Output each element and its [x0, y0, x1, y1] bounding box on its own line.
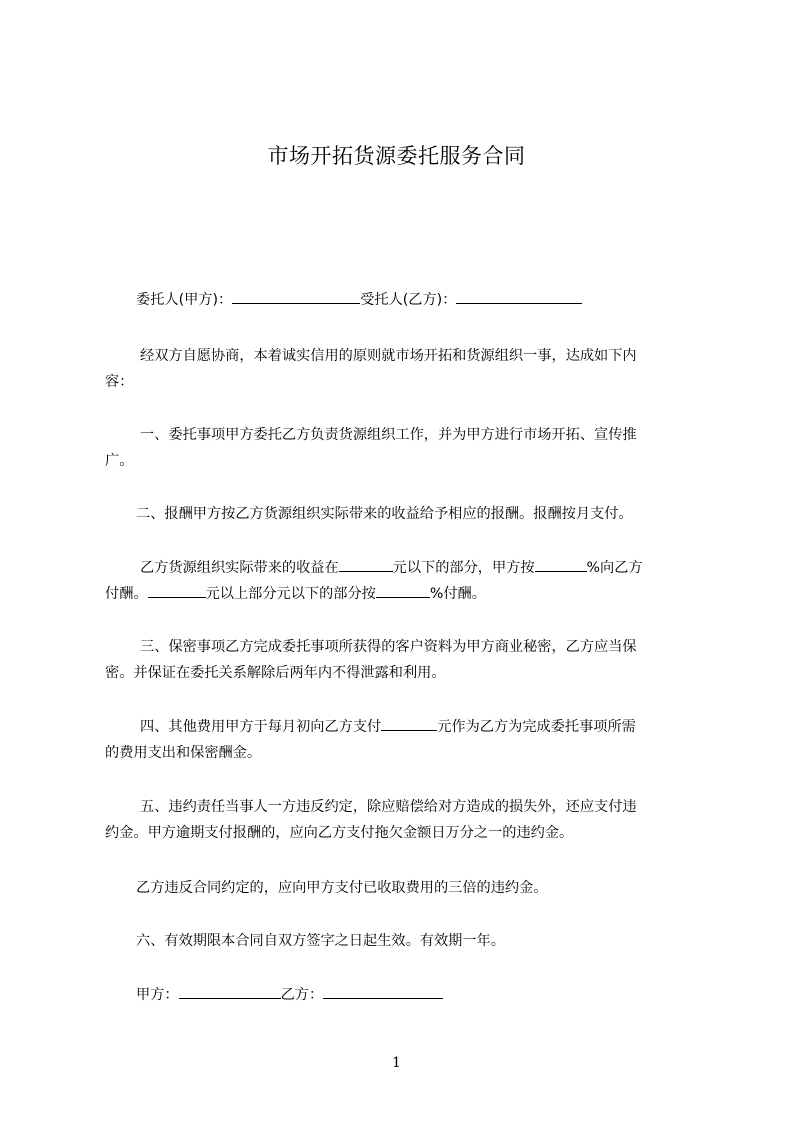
- party-b-blank[interactable]: [456, 289, 582, 304]
- party-a-blank[interactable]: [232, 289, 360, 304]
- clause-2b-part-4: 付酬。: [105, 586, 148, 602]
- clause-5b-paragraph: [105, 875, 703, 901]
- clause-6-paragraph: [105, 928, 703, 954]
- clause-3-line-1: 三、保密事项乙方完成委托事项所获得的客户资料为甲方商业秘密，乙方应当保: [140, 639, 637, 655]
- signature-party-a-label: 甲方：: [136, 987, 179, 1003]
- signature-party-a-blank[interactable]: [179, 984, 281, 999]
- clause-4-line-2: 的费用支出和保密酬金。: [105, 745, 262, 761]
- clause-2b-part-2: 元以下的部分，甲方按: [392, 560, 535, 576]
- signature-line: [136, 982, 734, 1008]
- preamble-line-1: 经双方自愿协商，本着诚实信用的原则就市场开拓和货源组织一事，达成如下内: [140, 348, 637, 364]
- rate-1-blank[interactable]: [535, 557, 587, 572]
- clause-3-line-2: 密。并保证在委托关系解除后两年内不得泄露和利用。: [105, 665, 446, 681]
- signature-party-b-label: 乙方：: [280, 987, 324, 1003]
- clause-2-paragraph: [105, 501, 703, 527]
- clause-2b-part-1: 乙方货源组织实际带来的收益在: [140, 560, 339, 576]
- clause-4-part-2: 元作为乙方为完成委托事项所需: [437, 719, 636, 735]
- income-range-blank[interactable]: [148, 583, 206, 598]
- signature-party-b-blank[interactable]: [323, 984, 443, 999]
- rate-2-blank[interactable]: [376, 583, 430, 598]
- clause-2b-part-6: %付酬。: [429, 586, 486, 602]
- party-b-label: 受托人(乙方)：: [360, 292, 457, 308]
- clause-2b-part-5: 元以上部分元以下的部分按: [205, 586, 376, 602]
- parties-line: [136, 287, 734, 313]
- clause-5-paragraph: [105, 794, 703, 846]
- preamble-line-2: 容：: [105, 374, 134, 390]
- clause-1-line-1: 一、委托事项甲方委托乙方负责货源组织工作，并为甲方进行市场开拓、宣传推: [140, 427, 637, 443]
- clause-2b-paragraph: [105, 555, 703, 607]
- clause-5-line-1: 五、违约责任当事人一方违反约定，除应赔偿给对方造成的损失外，还应支付违: [140, 799, 637, 815]
- clause-6-text: 六、有效期限本合同自双方签字之日起生效。有效期一年。: [136, 933, 505, 949]
- clause-5b-text: 乙方违反合同约定的，应向甲方支付已收取费用的三倍的违约金。: [136, 880, 548, 896]
- clause-2-text: 二、报酬甲方按乙方货源组织实际带来的收益给予相应的报酬。报酬按月支付。: [136, 506, 633, 522]
- clause-1-line-2: 广。: [105, 453, 134, 469]
- clause-1-paragraph: [105, 422, 703, 474]
- clause-4-part-1: 四、其他费用甲方于每月初向乙方支付: [140, 719, 382, 735]
- preamble-paragraph: [105, 343, 703, 395]
- clause-5-line-2: 约金。甲方逾期支付报酬的，应向乙方支付拖欠金额日万分之一的违约金。: [105, 825, 574, 841]
- income-threshold-blank[interactable]: [339, 557, 393, 572]
- monthly-fee-blank[interactable]: [381, 716, 437, 731]
- party-a-label: 委托人(甲方)：: [136, 292, 233, 308]
- document-title: 市场开拓货源委托服务合同: [267, 144, 526, 168]
- clause-3-paragraph: [105, 634, 703, 686]
- clause-2b-part-3: %向乙方: [586, 560, 643, 576]
- page-number: 1: [392, 1055, 401, 1071]
- clause-4-paragraph: [105, 714, 703, 766]
